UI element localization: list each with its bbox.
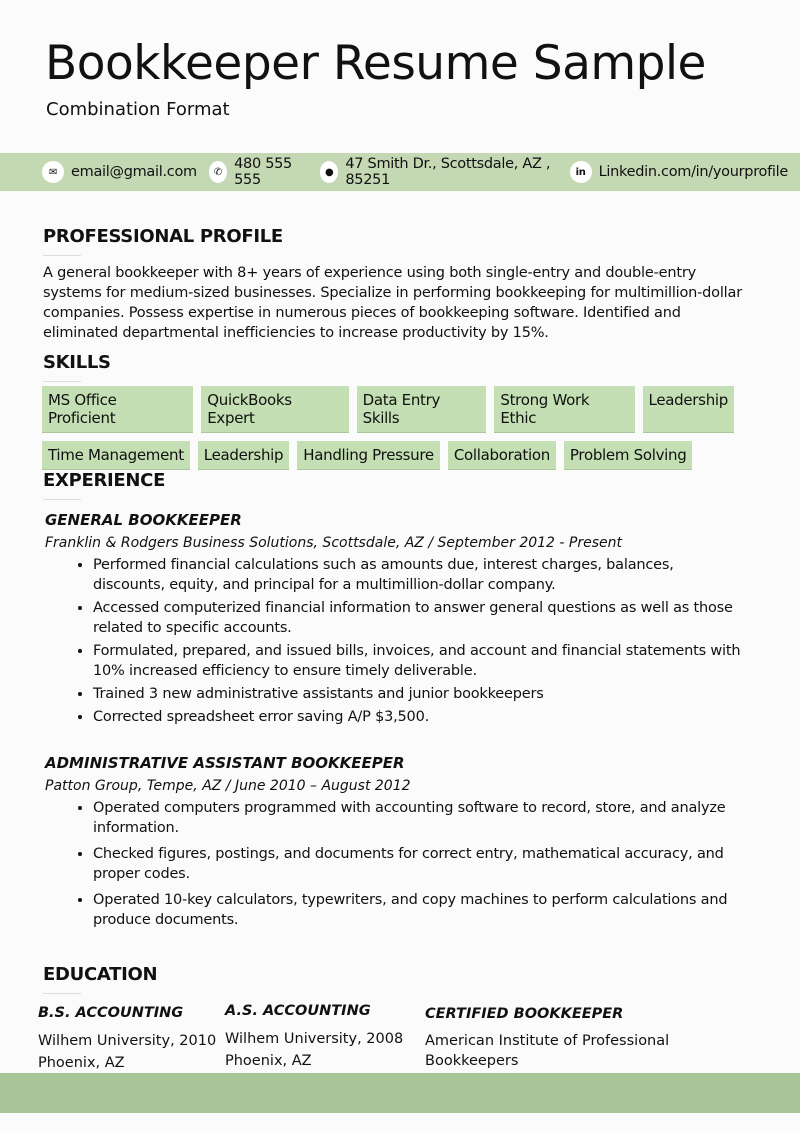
profile-heading: PROFESSIONAL PROFILE <box>43 226 283 256</box>
skill-tag: Leadership <box>643 386 734 433</box>
certification-title: CERTIFIED BOOKKEEPER <box>425 1006 624 1022</box>
contact-phone[interactable] <box>209 156 308 188</box>
skill-tag: Strong Work Ethic <box>494 386 634 433</box>
page-title: Bookkeeper Resume Sample <box>45 36 706 91</box>
institution: American Institute of Professional <box>425 1033 670 1049</box>
skill-tag: Data Entry Skills <box>357 386 487 433</box>
skills-heading: SKILLS <box>43 352 111 382</box>
email-text: email@gmail.com <box>71 164 197 180</box>
job-bullet: • Formulated, prepared, and issued bills, invoices, and account and financial statements with 10% increased efficiency to ensure timely deliverable. <box>93 641 745 681</box>
job-bullet: • Accessed computerized financial information to answer general questions as well as those related to specific accounts. <box>93 598 745 638</box>
job-bullet: • Operated 10-key calculators, typewriters, and copy machines to perform calculations and produce documents. <box>93 890 745 930</box>
linkedin-text: Linkedin.com/in/yourprofile <box>598 164 788 180</box>
phone-text: 480 555 555 <box>234 156 292 188</box>
degree-title: A.S. ACCOUNTING <box>225 1003 371 1019</box>
job-company: Patton Group, Tempe, AZ / June 2010 – August 2012 <box>45 778 411 794</box>
job-entry <box>45 511 745 730</box>
skill-tag: Time Management <box>42 441 190 470</box>
skill-tag: Problem Solving <box>564 441 693 470</box>
school: Wilhem University, 2010 <box>38 1033 217 1049</box>
education-item <box>425 1003 669 1071</box>
job-title: ADMINISTRATIVE ASSISTANT BOOKKEEPER <box>45 754 405 772</box>
experience-heading: EXPERIENCE <box>43 470 165 500</box>
skill-tag: Leadership <box>198 441 289 470</box>
phone-icon: ✆ <box>209 161 227 183</box>
contact-address <box>320 156 558 188</box>
education-item <box>38 1002 216 1074</box>
skill-tag: Handling Pressure <box>297 441 440 470</box>
job-bullet: • Performed financial calculations such as amounts due, interest charges, balances, discounts, equity, and principal for a multimillion-dollar company. <box>93 555 745 595</box>
school: Wilhem University, 2008 <box>225 1031 404 1047</box>
location: Phoenix, AZ <box>225 1053 312 1069</box>
job-bullet: • Trained 3 new administrative assistants and junior bookkeepers <box>93 684 745 704</box>
job-bullet: • Checked figures, postings, and documents for correct entry, mathematical accuracy, and proper codes. <box>93 844 745 884</box>
footer-band <box>0 1073 800 1113</box>
linkedin-icon: in <box>570 161 592 183</box>
job-entry <box>45 754 745 933</box>
skills-list <box>42 386 742 478</box>
contact-bar <box>0 153 800 191</box>
job-bullet: • Corrected spreadsheet error saving A/P $3,500. <box>93 707 745 727</box>
degree-title: B.S. ACCOUNTING <box>38 1005 184 1021</box>
education-item <box>225 1000 403 1072</box>
skill-tag: Collaboration <box>448 441 556 470</box>
location: Phoenix, AZ <box>38 1055 125 1071</box>
profile-text: A general bookkeeper with 8+ years of experience using both single-entry and double-entry systems for medium-sized businesses. Specialize in performing bookkeeping for multimillion-dollar companies. Possess expertise in numerous pieces of bookkeeping software. Identified and eliminated departmental inefficiencies to increase productivity by 15%. <box>43 265 742 341</box>
education-heading: EDUCATION <box>43 964 157 994</box>
institution-cont: Bookkeepers <box>425 1053 519 1069</box>
contact-email[interactable] <box>42 161 197 183</box>
address-text: 47 Smith Dr., Scottsdale, AZ , 85251 <box>345 156 551 188</box>
job-title: GENERAL BOOKKEEPER <box>45 511 242 529</box>
location-pin-icon: ● <box>320 161 338 183</box>
page-subtitle: Combination Format <box>46 99 230 120</box>
skill-tag: MS Office Proficient <box>42 386 193 433</box>
skill-tag: QuickBooks Expert <box>201 386 348 433</box>
contact-linkedin[interactable] <box>570 161 788 183</box>
job-company: Franklin & Rodgers Business Solutions, Scottsdale, AZ / September 2012 - Present <box>45 535 623 551</box>
envelope-icon: ✉ <box>42 161 64 183</box>
job-bullet: • Operated computers programmed with accounting software to record, store, and analyze information. <box>93 798 745 838</box>
